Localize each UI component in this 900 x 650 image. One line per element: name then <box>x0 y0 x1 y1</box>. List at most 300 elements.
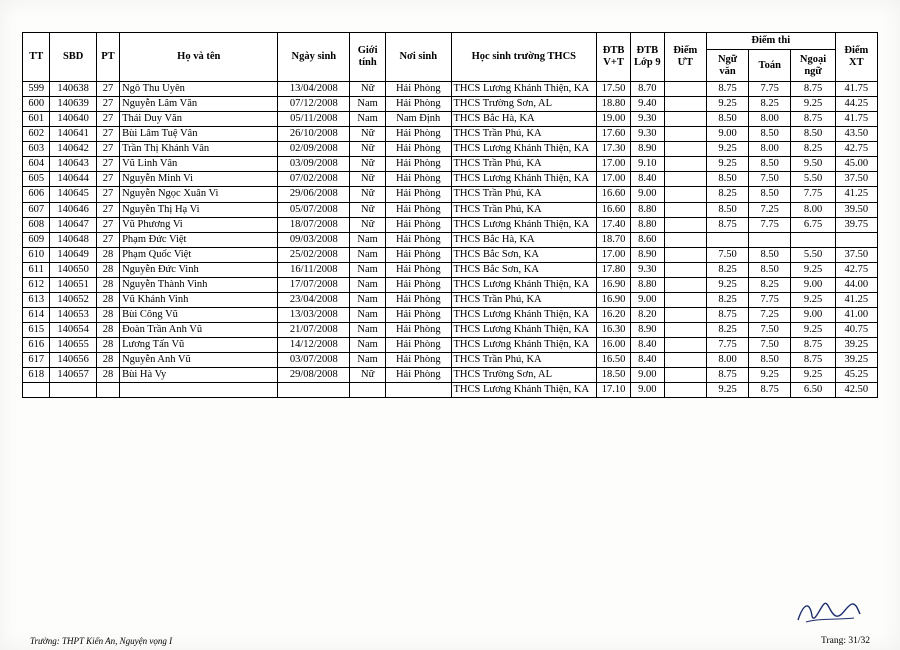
row-dtb-vt: 16.90 <box>597 277 631 292</box>
row-sbd: 140654 <box>50 323 96 338</box>
row-diem-ut <box>664 292 706 307</box>
row-pt: 27 <box>96 157 119 172</box>
row-dtb-lop9: 8.80 <box>630 202 664 217</box>
row-school: THCS Lương Khánh Thiện, KA <box>451 142 597 157</box>
row-sex: Nữ <box>350 157 386 172</box>
row-nguvan: 9.00 <box>706 127 748 142</box>
row-dtb-lop9: 9.00 <box>630 383 664 398</box>
row-dtb-vt: 17.00 <box>597 172 631 187</box>
row-dob: 03/07/2008 <box>278 353 350 368</box>
row-nguvan <box>706 232 748 247</box>
row-dob: 29/06/2008 <box>278 187 350 202</box>
header-dob: Ngày sinh <box>278 33 350 82</box>
row-ngoaingu: 9.00 <box>791 307 835 322</box>
row-tt: 617 <box>23 353 50 368</box>
row-sex: Nữ <box>350 127 386 142</box>
table-row <box>23 82 878 97</box>
row-dtb-vt: 17.50 <box>597 82 631 97</box>
row-name: Lương Tấn Vũ <box>120 338 278 353</box>
row-sbd: 140657 <box>50 368 96 383</box>
row-dtb-vt: 17.10 <box>597 383 631 398</box>
row-sbd: 140648 <box>50 232 96 247</box>
row-birthplace: Hải Phòng <box>386 368 451 383</box>
row-dtb-lop9: 8.80 <box>630 277 664 292</box>
table-row <box>23 127 878 142</box>
row-sbd <box>50 383 96 398</box>
row-sbd: 140640 <box>50 112 96 127</box>
row-tt: 602 <box>23 127 50 142</box>
header-toan: Toán <box>749 50 791 82</box>
row-sex: Nam <box>350 97 386 112</box>
row-diem-xt: 43.50 <box>835 127 877 142</box>
row-diem-xt: 44.00 <box>835 277 877 292</box>
row-diem-ut <box>664 262 706 277</box>
row-dtb-vt: 16.90 <box>597 292 631 307</box>
row-diem-ut <box>664 172 706 187</box>
row-tt: 604 <box>23 157 50 172</box>
row-diem-xt: 39.25 <box>835 353 877 368</box>
row-toan: 9.25 <box>749 368 791 383</box>
row-diem-ut <box>664 353 706 368</box>
row-pt: 27 <box>96 187 119 202</box>
row-nguvan: 7.75 <box>706 338 748 353</box>
table-row <box>23 383 878 398</box>
row-school: THCS Lương Khánh Thiện, KA <box>451 82 597 97</box>
row-school: THCS Trường Sơn, AL <box>451 368 597 383</box>
row-dtb-lop9: 8.20 <box>630 307 664 322</box>
row-pt: 27 <box>96 82 119 97</box>
row-toan: 8.25 <box>749 97 791 112</box>
row-sbd: 140644 <box>50 172 96 187</box>
row-diem-xt: 39.25 <box>835 338 877 353</box>
row-diem-xt: 42.75 <box>835 262 877 277</box>
row-dtb-vt: 17.80 <box>597 262 631 277</box>
row-school: THCS Lương Khánh Thiện, KA <box>451 323 597 338</box>
row-dtb-lop9: 9.00 <box>630 368 664 383</box>
row-birthplace: Hải Phòng <box>386 323 451 338</box>
row-sbd: 140645 <box>50 187 96 202</box>
row-diem-ut <box>664 232 706 247</box>
row-ngoaingu: 8.00 <box>791 202 835 217</box>
row-tt: 611 <box>23 262 50 277</box>
row-birthplace: Hải Phòng <box>386 353 451 368</box>
table-body <box>23 82 878 398</box>
row-name: Phạm Đức Việt <box>120 232 278 247</box>
row-ngoaingu: 9.25 <box>791 97 835 112</box>
row-birthplace: Hải Phòng <box>386 202 451 217</box>
row-sex: Nam <box>350 307 386 322</box>
row-diem-xt: 40.75 <box>835 323 877 338</box>
table-row <box>23 112 878 127</box>
row-toan: 8.50 <box>749 353 791 368</box>
row-dtb-lop9: 8.70 <box>630 82 664 97</box>
row-ngoaingu: 8.75 <box>791 353 835 368</box>
row-dtb-lop9: 9.00 <box>630 187 664 202</box>
row-ngoaingu <box>791 232 835 247</box>
row-ngoaingu: 7.75 <box>791 187 835 202</box>
row-dtb-lop9: 8.90 <box>630 142 664 157</box>
row-name: Trần Thị Khánh Vân <box>120 142 278 157</box>
row-pt: 28 <box>96 353 119 368</box>
row-diem-xt: 45.25 <box>835 368 877 383</box>
row-toan: 8.50 <box>749 247 791 262</box>
row-sbd: 140656 <box>50 353 96 368</box>
row-birthplace: Hải Phòng <box>386 292 451 307</box>
row-sex: Nữ <box>350 82 386 97</box>
row-pt: 28 <box>96 247 119 262</box>
row-tt: 615 <box>23 323 50 338</box>
row-sbd: 140643 <box>50 157 96 172</box>
row-ngoaingu: 8.75 <box>791 82 835 97</box>
row-sex: Nữ <box>350 217 386 232</box>
row-ngoaingu: 9.25 <box>791 323 835 338</box>
row-dob: 13/04/2008 <box>278 82 350 97</box>
row-diem-ut <box>664 323 706 338</box>
row-name: Nguyễn Lâm Văn <box>120 97 278 112</box>
row-ngoaingu: 9.25 <box>791 368 835 383</box>
row-dtb-vt: 18.80 <box>597 97 631 112</box>
row-name: Nguyễn Thành Vinh <box>120 277 278 292</box>
row-dob: 05/07/2008 <box>278 202 350 217</box>
row-sex: Nam <box>350 247 386 262</box>
row-tt: 599 <box>23 82 50 97</box>
row-dtb-lop9: 8.40 <box>630 172 664 187</box>
row-nguvan: 8.25 <box>706 323 748 338</box>
row-name: Bùi Công Vũ <box>120 307 278 322</box>
row-sbd: 140638 <box>50 82 96 97</box>
row-birthplace: Hải Phòng <box>386 187 451 202</box>
row-toan: 7.75 <box>749 292 791 307</box>
row-toan: 7.50 <box>749 172 791 187</box>
row-name <box>120 383 278 398</box>
row-pt: 28 <box>96 292 119 307</box>
row-diem-ut <box>664 368 706 383</box>
row-dtb-vt: 17.40 <box>597 217 631 232</box>
row-name: Vũ Khánh Vinh <box>120 292 278 307</box>
row-toan: 8.75 <box>749 383 791 398</box>
header-sbd: SBD <box>50 33 96 82</box>
row-diem-xt: 41.00 <box>835 307 877 322</box>
row-toan: 7.50 <box>749 323 791 338</box>
table-row <box>23 172 878 187</box>
table-row <box>23 187 878 202</box>
row-pt: 28 <box>96 323 119 338</box>
row-diem-xt: 41.25 <box>835 187 877 202</box>
row-nguvan: 8.75 <box>706 82 748 97</box>
row-name: Vũ Phương Vi <box>120 217 278 232</box>
row-name: Nguyễn Thị Hạ Vi <box>120 202 278 217</box>
row-name: Nguyễn Minh Vi <box>120 172 278 187</box>
row-school: THCS Lương Khánh Thiện, KA <box>451 217 597 232</box>
row-diem-xt <box>835 232 877 247</box>
row-toan: 8.50 <box>749 262 791 277</box>
footer-page-number: Trang: 31/32 <box>820 636 870 646</box>
row-diem-ut <box>664 187 706 202</box>
row-sbd: 140646 <box>50 202 96 217</box>
row-dtb-lop9: 8.60 <box>630 232 664 247</box>
row-diem-xt: 45.00 <box>835 157 877 172</box>
row-sbd: 140641 <box>50 127 96 142</box>
row-sex: Nam <box>350 262 386 277</box>
row-birthplace: Hải Phòng <box>386 232 451 247</box>
header-diem-ut: Điểm ƯT <box>664 33 706 82</box>
row-birthplace: Hải Phòng <box>386 277 451 292</box>
row-sex: Nam <box>350 277 386 292</box>
row-pt: 27 <box>96 127 119 142</box>
row-sex: Nữ <box>350 202 386 217</box>
footer-school-note: Trường: THPT Kiến An, Nguyện vọng I <box>30 636 173 646</box>
row-dob: 17/07/2008 <box>278 277 350 292</box>
row-dtb-vt: 16.20 <box>597 307 631 322</box>
table-row <box>23 142 878 157</box>
row-tt: 610 <box>23 247 50 262</box>
row-dob: 29/08/2008 <box>278 368 350 383</box>
row-toan: 8.50 <box>749 127 791 142</box>
row-tt: 601 <box>23 112 50 127</box>
header-name: Họ và tên <box>120 33 278 82</box>
table-row <box>23 353 878 368</box>
row-school: THCS Trần Phú, KA <box>451 292 597 307</box>
row-nguvan: 9.25 <box>706 383 748 398</box>
row-pt: 27 <box>96 217 119 232</box>
row-pt: 27 <box>96 142 119 157</box>
row-ngoaingu: 8.75 <box>791 338 835 353</box>
row-toan: 7.25 <box>749 202 791 217</box>
row-sbd: 140655 <box>50 338 96 353</box>
row-diem-xt: 42.50 <box>835 383 877 398</box>
row-dtb-vt: 16.60 <box>597 187 631 202</box>
row-school: THCS Trường Sơn, AL <box>451 97 597 112</box>
row-dob: 26/10/2008 <box>278 127 350 142</box>
row-birthplace: Hải Phòng <box>386 172 451 187</box>
table-row <box>23 368 878 383</box>
row-name: Ngô Thu Uyên <box>120 82 278 97</box>
table-row <box>23 323 878 338</box>
row-nguvan: 8.50 <box>706 202 748 217</box>
row-diem-xt: 39.50 <box>835 202 877 217</box>
row-ngoaingu: 9.00 <box>791 277 835 292</box>
row-diem-xt: 42.75 <box>835 142 877 157</box>
row-tt: 612 <box>23 277 50 292</box>
row-dtb-vt: 18.50 <box>597 368 631 383</box>
row-school: THCS Lương Khánh Thiện, KA <box>451 338 597 353</box>
signature-mark <box>794 598 864 626</box>
row-dtb-lop9: 8.90 <box>630 323 664 338</box>
row-nguvan: 8.50 <box>706 172 748 187</box>
row-dtb-vt: 17.60 <box>597 127 631 142</box>
row-pt: 27 <box>96 97 119 112</box>
table-row <box>23 97 878 112</box>
row-diem-ut <box>664 307 706 322</box>
row-pt: 28 <box>96 368 119 383</box>
row-ngoaingu: 5.50 <box>791 247 835 262</box>
header-nguvan: Ngữ văn <box>706 50 748 82</box>
row-dob: 21/07/2008 <box>278 323 350 338</box>
row-school: THCS Trần Phú, KA <box>451 353 597 368</box>
row-diem-ut <box>664 247 706 262</box>
row-diem-ut <box>664 82 706 97</box>
row-dob: 23/04/2008 <box>278 292 350 307</box>
row-pt: 27 <box>96 232 119 247</box>
row-dtb-vt: 18.70 <box>597 232 631 247</box>
row-birthplace: Hải Phòng <box>386 307 451 322</box>
row-sex: Nữ <box>350 187 386 202</box>
row-dtb-vt: 17.00 <box>597 247 631 262</box>
row-sex: Nam <box>350 353 386 368</box>
row-school: THCS Bắc Hà, KA <box>451 232 597 247</box>
row-dtb-lop9: 8.40 <box>630 353 664 368</box>
row-nguvan: 8.50 <box>706 112 748 127</box>
row-diem-xt: 41.75 <box>835 82 877 97</box>
row-tt: 616 <box>23 338 50 353</box>
row-dtb-vt: 17.00 <box>597 157 631 172</box>
row-nguvan: 9.25 <box>706 142 748 157</box>
row-birthplace <box>386 383 451 398</box>
row-name: Vũ Linh Vân <box>120 157 278 172</box>
row-tt: 613 <box>23 292 50 307</box>
row-dtb-lop9: 9.40 <box>630 97 664 112</box>
row-pt: 27 <box>96 202 119 217</box>
row-toan: 8.50 <box>749 187 791 202</box>
row-dtb-lop9: 8.80 <box>630 217 664 232</box>
row-birthplace: Hải Phòng <box>386 97 451 112</box>
row-toan: 8.50 <box>749 157 791 172</box>
row-nguvan: 8.75 <box>706 368 748 383</box>
table-header <box>23 33 878 82</box>
table-row <box>23 338 878 353</box>
row-tt: 607 <box>23 202 50 217</box>
row-pt <box>96 383 119 398</box>
row-dtb-lop9: 9.10 <box>630 157 664 172</box>
row-birthplace: Hải Phòng <box>386 82 451 97</box>
row-name: Nguyễn Anh Vũ <box>120 353 278 368</box>
row-school: THCS Trần Phú, KA <box>451 157 597 172</box>
row-sbd: 140647 <box>50 217 96 232</box>
row-dtb-lop9: 9.30 <box>630 112 664 127</box>
row-school: THCS Bắc Sơn, KA <box>451 247 597 262</box>
row-diem-ut <box>664 157 706 172</box>
row-sex: Nữ <box>350 172 386 187</box>
row-ngoaingu: 9.25 <box>791 262 835 277</box>
row-dtb-lop9: 9.30 <box>630 127 664 142</box>
row-birthplace: Hải Phòng <box>386 142 451 157</box>
row-tt <box>23 383 50 398</box>
row-diem-xt: 41.25 <box>835 292 877 307</box>
row-dtb-vt: 19.00 <box>597 112 631 127</box>
row-dtb-lop9: 9.00 <box>630 292 664 307</box>
row-diem-ut <box>664 142 706 157</box>
row-diem-ut <box>664 338 706 353</box>
row-sbd: 140652 <box>50 292 96 307</box>
row-diem-xt: 37.50 <box>835 247 877 262</box>
header-dtb-vt: ĐTB V+T <box>597 33 631 82</box>
header-pt: PT <box>96 33 119 82</box>
row-school: THCS Lương Khánh Thiện, KA <box>451 307 597 322</box>
row-dob: 13/03/2008 <box>278 307 350 322</box>
header-diem-thi: Điểm thi <box>706 33 835 50</box>
row-name: Thái Duy Văn <box>120 112 278 127</box>
row-dob: 07/12/2008 <box>278 97 350 112</box>
row-nguvan: 8.75 <box>706 217 748 232</box>
row-sbd: 140639 <box>50 97 96 112</box>
row-ngoaingu: 5.50 <box>791 172 835 187</box>
row-dob: 03/09/2008 <box>278 157 350 172</box>
row-dtb-vt: 16.00 <box>597 338 631 353</box>
row-dtb-vt: 17.30 <box>597 142 631 157</box>
row-pt: 28 <box>96 307 119 322</box>
row-toan: 8.00 <box>749 112 791 127</box>
row-dtb-vt: 16.50 <box>597 353 631 368</box>
table-row <box>23 307 878 322</box>
table-row <box>23 202 878 217</box>
row-tt: 609 <box>23 232 50 247</box>
row-tt: 600 <box>23 97 50 112</box>
row-dob: 16/11/2008 <box>278 262 350 277</box>
row-dtb-lop9: 9.30 <box>630 262 664 277</box>
row-sex: Nữ <box>350 142 386 157</box>
row-name: Bùi Hà Vy <box>120 368 278 383</box>
row-ngoaingu: 8.75 <box>791 112 835 127</box>
row-birthplace: Hải Phòng <box>386 262 451 277</box>
table-row <box>23 157 878 172</box>
row-diem-ut <box>664 383 706 398</box>
row-pt: 28 <box>96 277 119 292</box>
header-row-1 <box>23 33 878 50</box>
row-sbd: 140651 <box>50 277 96 292</box>
row-school: THCS Lương Khánh Thiện, KA <box>451 383 597 398</box>
row-sbd: 140649 <box>50 247 96 262</box>
row-ngoaingu: 9.50 <box>791 157 835 172</box>
row-ngoaingu: 6.50 <box>791 383 835 398</box>
row-nguvan: 8.75 <box>706 307 748 322</box>
row-ngoaingu: 8.25 <box>791 142 835 157</box>
row-school: THCS Trần Phú, KA <box>451 127 597 142</box>
row-toan <box>749 232 791 247</box>
row-pt: 27 <box>96 172 119 187</box>
header-ngoaingu: Ngoại ngữ <box>791 50 835 82</box>
row-school: THCS Bắc Hà, KA <box>451 112 597 127</box>
row-nguvan: 8.25 <box>706 262 748 277</box>
row-dob: 18/07/2008 <box>278 217 350 232</box>
row-diem-xt: 39.75 <box>835 217 877 232</box>
table-row <box>23 232 878 247</box>
row-name: Nguyễn Ngọc Xuân Vi <box>120 187 278 202</box>
row-birthplace: Hải Phòng <box>386 127 451 142</box>
row-birthplace: Hải Phòng <box>386 157 451 172</box>
row-dob: 25/02/2008 <box>278 247 350 262</box>
row-dob: 14/12/2008 <box>278 338 350 353</box>
row-pt: 28 <box>96 262 119 277</box>
row-sex: Nam <box>350 292 386 307</box>
row-sbd: 140642 <box>50 142 96 157</box>
row-sex: Nam <box>350 323 386 338</box>
row-name: Bùi Lâm Tuệ Vân <box>120 127 278 142</box>
row-school: THCS Trần Phú, KA <box>451 187 597 202</box>
row-sbd: 140650 <box>50 262 96 277</box>
row-tt: 605 <box>23 172 50 187</box>
row-school: THCS Bắc Sơn, KA <box>451 262 597 277</box>
student-results-table <box>22 32 878 398</box>
row-nguvan: 9.25 <box>706 157 748 172</box>
row-birthplace: Hải Phòng <box>386 217 451 232</box>
row-ngoaingu: 8.50 <box>791 127 835 142</box>
table-row <box>23 217 878 232</box>
row-dtb-lop9: 8.40 <box>630 338 664 353</box>
header-diem-xt: Điểm XT <box>835 33 877 82</box>
row-toan: 8.00 <box>749 142 791 157</box>
row-toan: 7.50 <box>749 338 791 353</box>
row-sbd: 140653 <box>50 307 96 322</box>
